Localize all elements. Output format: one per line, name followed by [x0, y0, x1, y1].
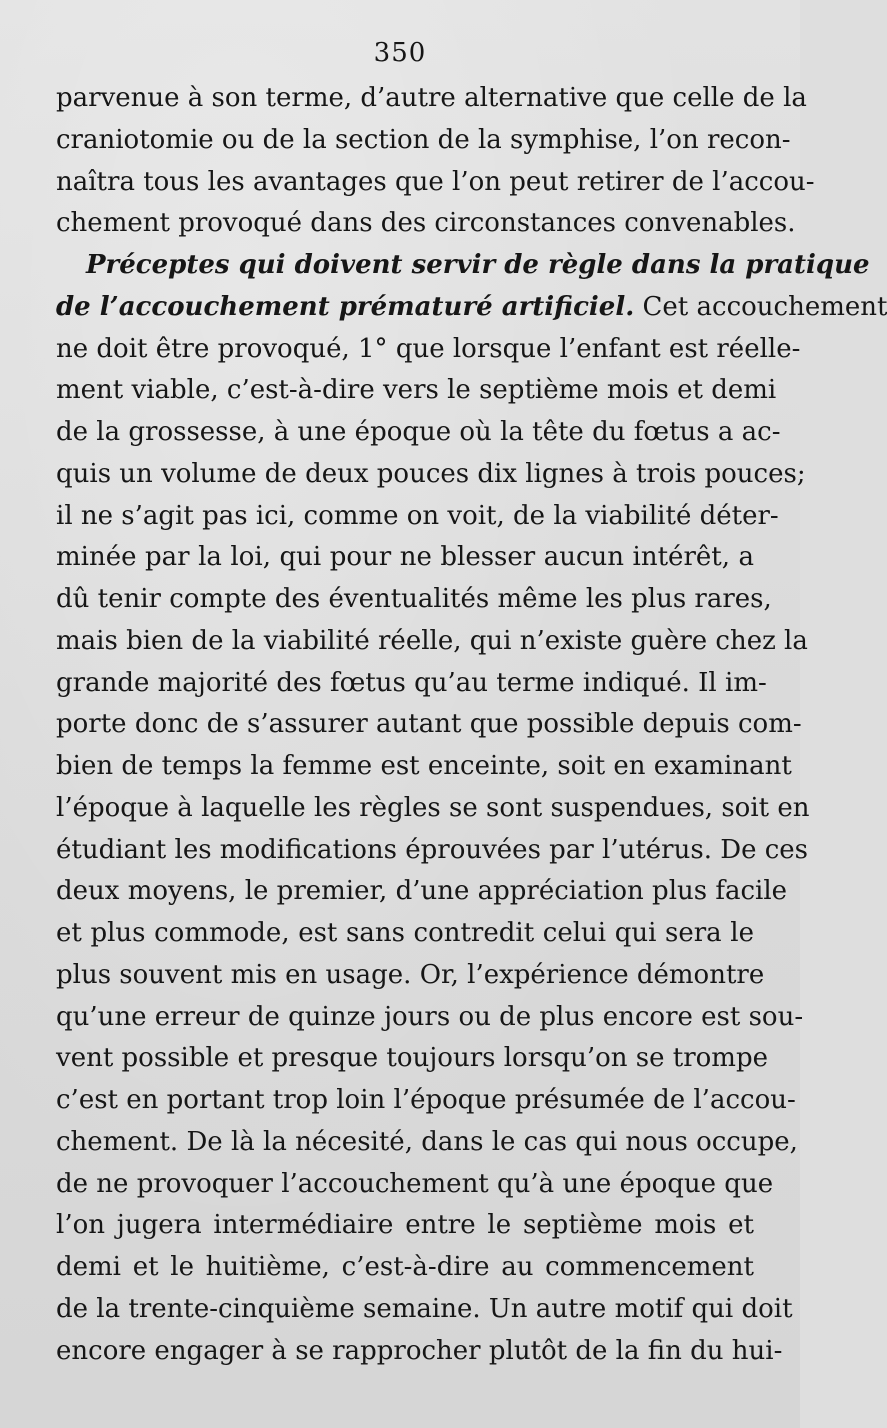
text-line: dû tenir compte des éventualités même les plus rares, — [56, 584, 772, 614]
text-line: deux moyens, le premier, d’une appréciation plus facile — [56, 876, 788, 907]
text-line: chement. De là la nécesité, dans le cas qui nous occupe, — [56, 1126, 798, 1157]
text-line: porte donc de s’assurer autant que possible depuis com- — [56, 709, 802, 740]
text-line: et plus commode, est sans contredit celui qui sera le — [56, 918, 754, 948]
text-line: minée par la loi, qui pour ne blesser aucun intérêt, a — [56, 542, 754, 573]
text-line: de la trente-cinquième semaine. Un autre motif qui doit — [56, 1293, 793, 1324]
text-line: parvenue à son terme, d’autre alternative que celle de la — [56, 83, 807, 113]
text-line: étudiant les modifications éprouvées par l’utérus. De ces — [56, 834, 809, 865]
section-heading-end: de l’accouchement prématuré artificiel. — [56, 291, 635, 322]
text-line: quis un volume de deux pouces dix lignes à trois pouces; — [56, 458, 806, 489]
section-heading-line — [56, 287, 887, 329]
section-heading-line: Préceptes qui doivent servir de règle dans la pratique — [86, 250, 870, 280]
text-line: plus souvent mis en usage. Or, l’expérience démontre — [56, 959, 765, 990]
page-number: 350 — [373, 38, 427, 68]
text-line: naîtra tous les avantages que l’on peut retirer de l’accou- — [56, 166, 815, 197]
text-line: qu’une erreur de quinze jours ou de plus encore est sou- — [56, 1001, 804, 1032]
text-line: c’est en portant trop loin l’époque présumée de l’accou- — [56, 1085, 796, 1115]
text-line: l’époque à laquelle les règles se sont suspendues, soit en — [56, 792, 810, 823]
text-fragment: Cet accouchement — [634, 291, 887, 322]
text-line: vent possible et presque toujours lorsqu’on se trompe — [56, 1043, 768, 1074]
text-line: encore engager à se rapprocher plutôt de la fin du hui- — [56, 1335, 783, 1366]
text-line: de ne provoquer l’accouchement qu’à une époque que — [56, 1168, 774, 1199]
body-text — [56, 78, 887, 1372]
text-line: il ne s’agit pas ici, comme on voit, de la viabilité déter- — [56, 500, 779, 531]
text-line: l’on jugera intermédiaire entre le septième mois et — [56, 1210, 754, 1241]
text-line: craniotomie ou de la section de la symphise, l’on recon- — [56, 124, 791, 155]
text-line: mais bien de la viabilité réelle, qui n’existe guère chez la — [56, 625, 808, 656]
text-line: ne doit être provoqué, 1° que lorsque l’enfant est réelle- — [56, 333, 801, 364]
text-line: ment viable, c’est-à-dire vers le septième mois et demi — [56, 375, 777, 406]
text-line: bien de temps la femme est enceinte, soit en examinant — [56, 751, 792, 781]
text-line: demi et le huitième, c’est-à-dire au commencement — [56, 1252, 754, 1282]
text-line: chement provoqué dans des circonstances convenables. — [56, 208, 796, 239]
text-line: de la grossesse, à une époque où la tête du fœtus a ac- — [56, 417, 781, 447]
text-line: grande majorité des fœtus qu’au terme indiqué. Il im- — [56, 667, 767, 698]
